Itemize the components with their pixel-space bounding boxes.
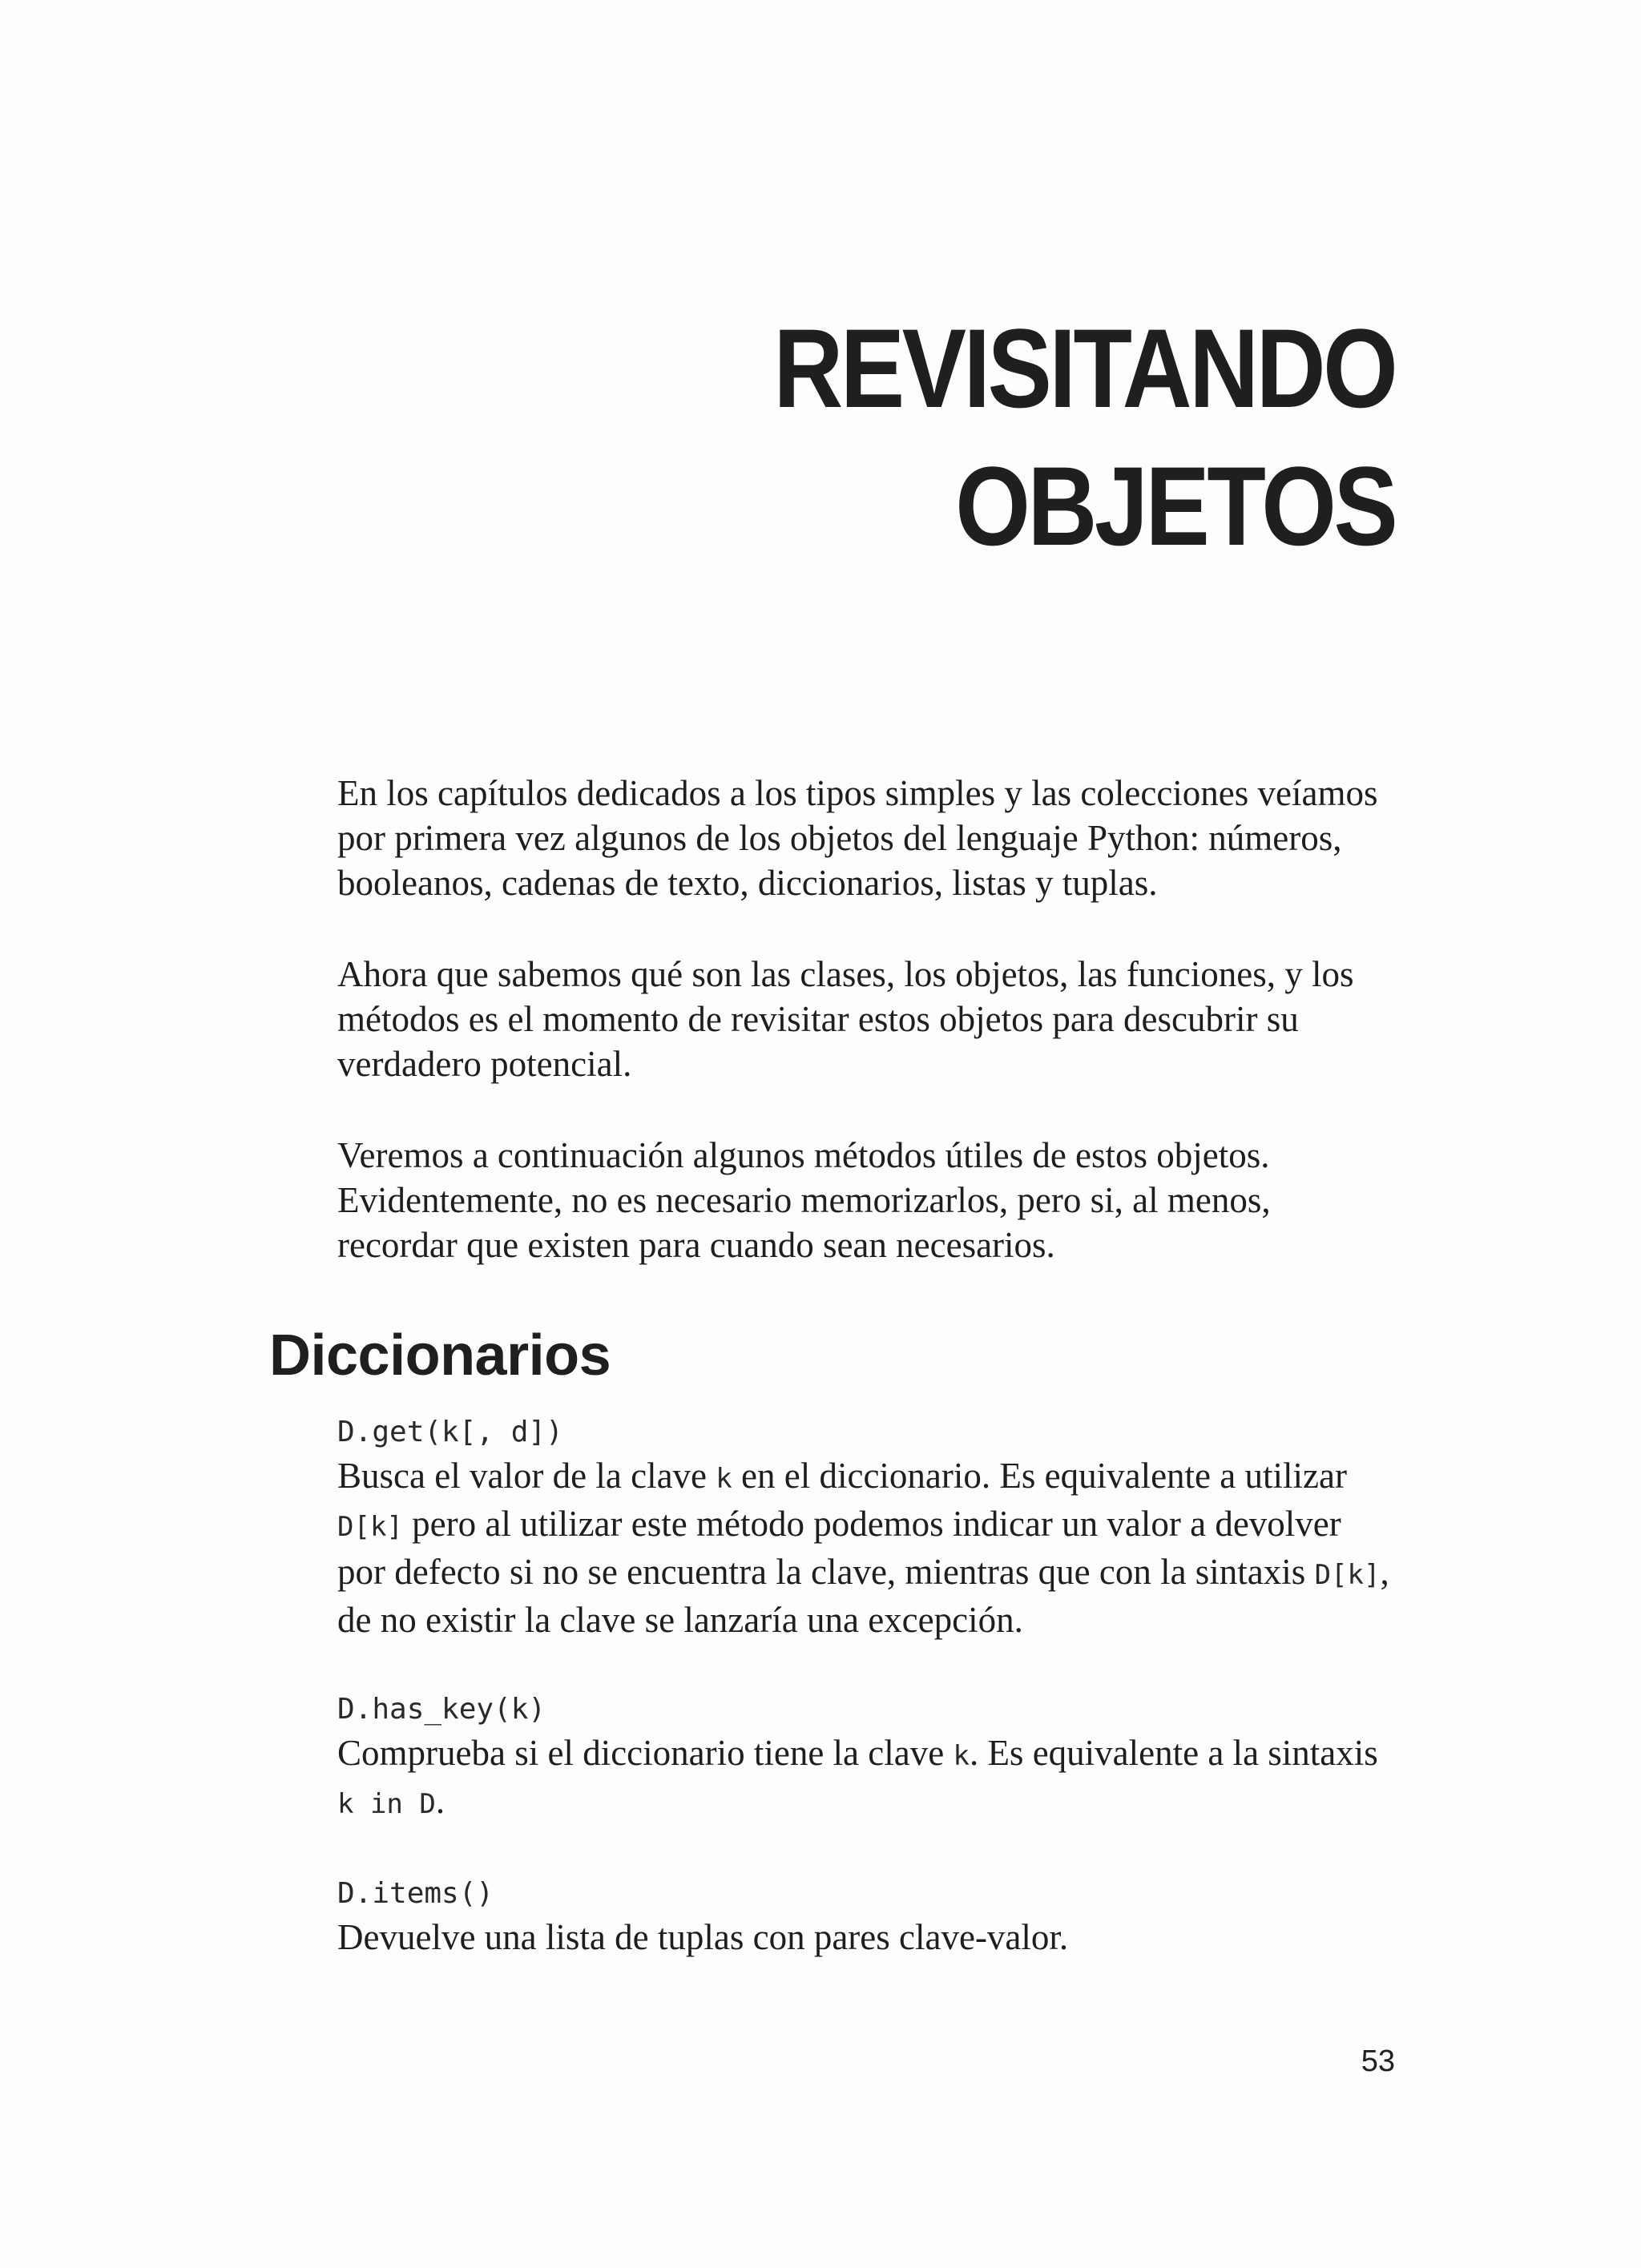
- method-entry-has-key: [337, 1689, 1395, 1827]
- method-description: [337, 1453, 1395, 1642]
- intro-paragraph-3: Veremos a continuación algunos métodos útiles de estos objetos. Evidentemente, no es necesario memorizarlos, pero si, al menos, recordar que existen para cuando sean necesarios.: [337, 1135, 1271, 1265]
- method-signature: D.items(): [337, 1877, 494, 1910]
- method-description: [337, 1730, 1395, 1827]
- description-text: Devuelve una lista de tuplas con pares clave-valor.: [337, 1917, 1069, 1957]
- method-entry-items: [337, 1873, 1395, 1960]
- description-text: .: [435, 1781, 446, 1821]
- description-text: . Es equivalente a la sintaxis: [969, 1733, 1378, 1773]
- intro-paragraph-2: Ahora que sabemos qué son las clases, los objetos, las funciones, y los métodos es el momento de revisitar estos objetos para descubrir su verdadero potencial.: [337, 954, 1354, 1084]
- method-description: [337, 1915, 1395, 1960]
- method-entry-get: [337, 1412, 1395, 1642]
- section-heading: Diccionarios: [269, 1323, 611, 1388]
- inline-code: D[k]: [1314, 1559, 1381, 1591]
- method-signature: D.has_key(k): [337, 1693, 546, 1726]
- chapter-title-line-2: OBJETOS: [954, 442, 1395, 569]
- description-text: Comprueba si el diccionario tiene la clave: [337, 1733, 954, 1773]
- page-number: 53: [1361, 2044, 1395, 2078]
- method-signature: D.get(k[, d]): [337, 1416, 563, 1448]
- inline-code: k: [953, 1740, 970, 1772]
- chapter-title: [773, 300, 1395, 575]
- intro-text: [337, 771, 1395, 1314]
- inline-code: k in D: [337, 1788, 436, 1820]
- inline-code: D[k]: [337, 1511, 403, 1543]
- method-definitions: [337, 1412, 1395, 2006]
- chapter-title-line-1: REVISITANDO: [772, 304, 1395, 431]
- description-text: Busca el valor de la clave: [337, 1456, 716, 1496]
- inline-code: k: [716, 1463, 732, 1495]
- description-text: pero al utilizar este método podemos indicar un valor a devolver por defecto si no se encuentra la clave, mientras que con la sintaxis: [337, 1504, 1341, 1592]
- description-text: , de no existir la clave se lanzaría una excepción.: [337, 1552, 1389, 1640]
- intro-paragraph-1: En los capítulos dedicados a los tipos simples y las colecciones veíamos por primera vez algunos de los objetos del lenguaje Python: números, booleanos, cadenas de texto, diccionarios, listas y tuplas.: [337, 773, 1378, 903]
- description-text: en el diccionario. Es equivalente a utilizar: [732, 1456, 1347, 1496]
